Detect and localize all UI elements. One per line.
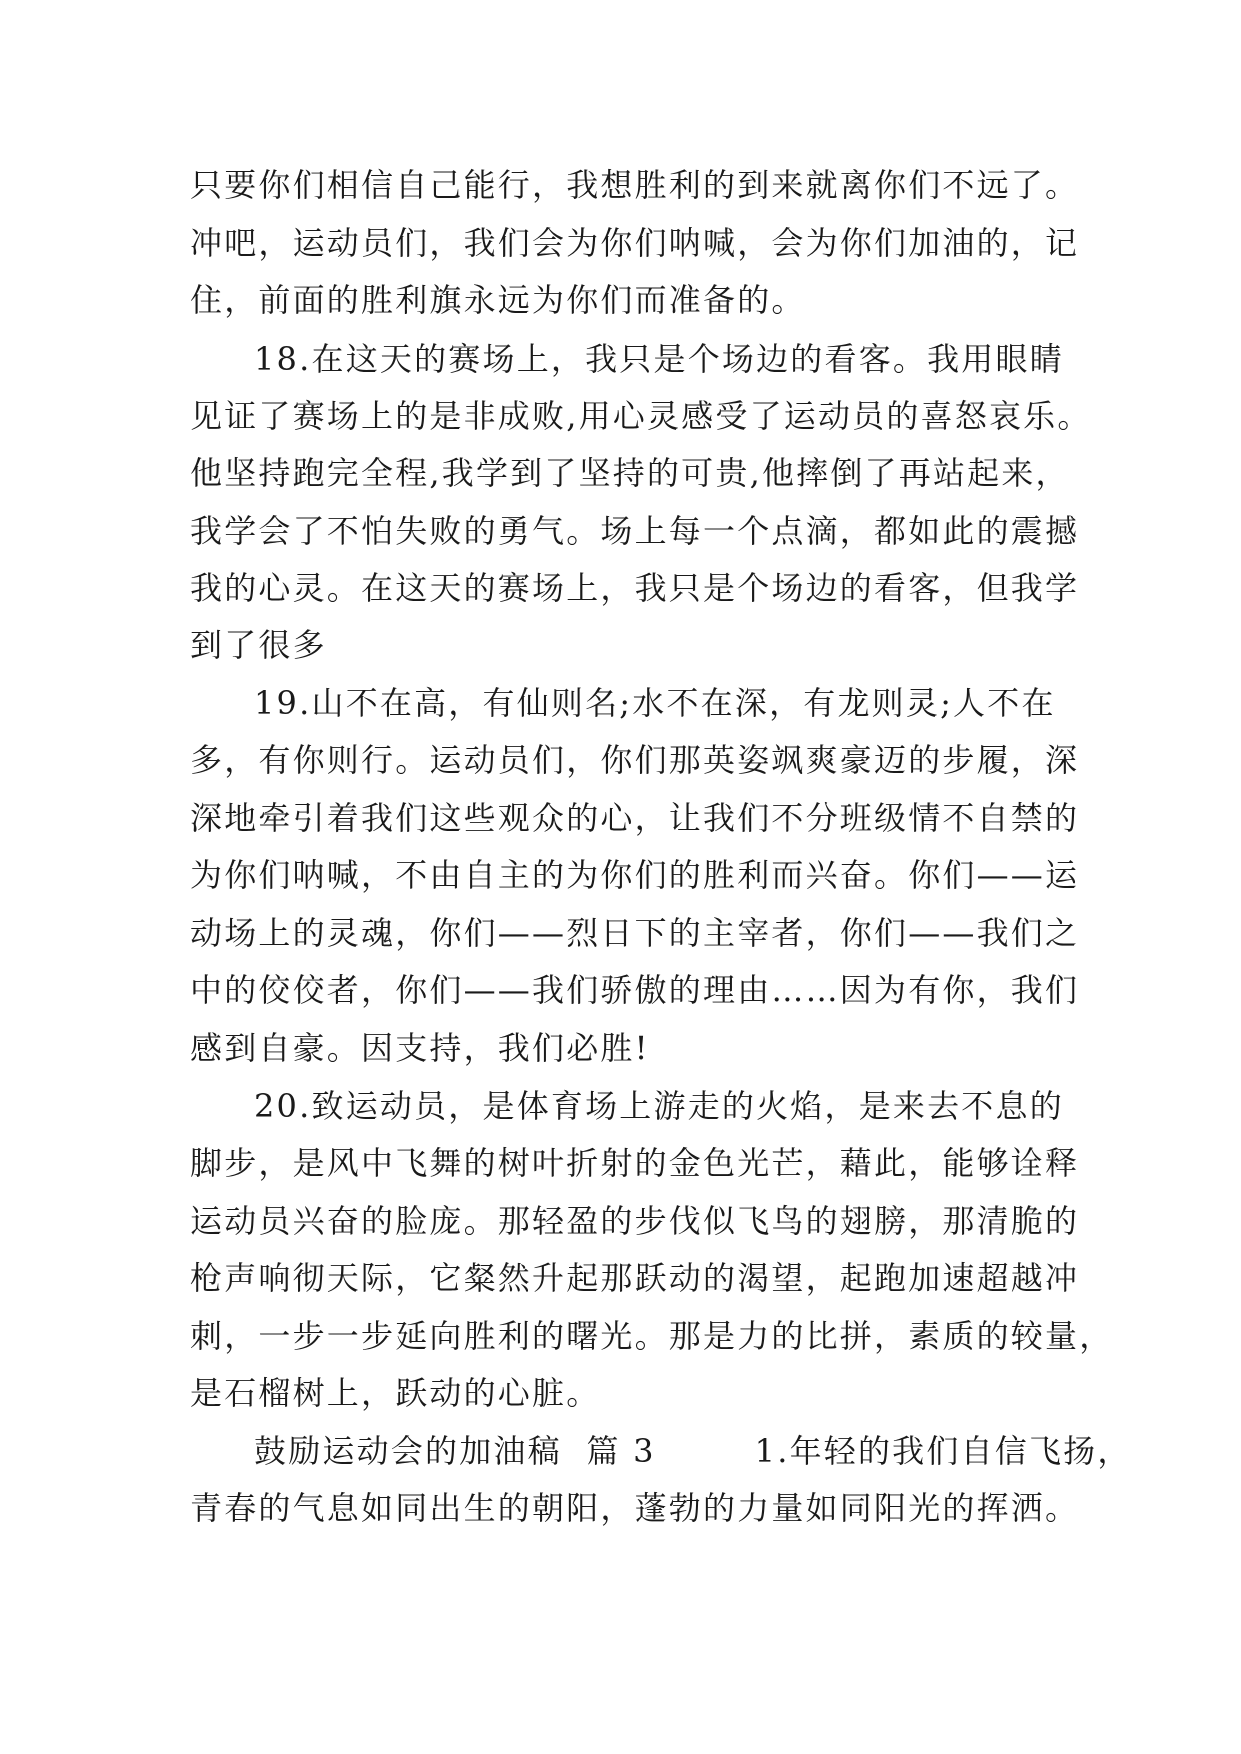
text-line: 多，有你则行。运动员们，你们那英姿飒爽豪迈的步履，深	[190, 741, 1080, 779]
text-line: 是石榴树上，跃动的心脏。	[190, 1374, 601, 1412]
paragraph-19-start: 19.山不在高，有仙则名;水不在深，有龙则灵;人不在	[254, 684, 1056, 722]
paragraph-18-start: 18.在这天的赛场上，我只是个场边的看客。我用眼睛	[254, 340, 1064, 378]
text-line: 感到自豪。因支持，我们必胜!	[190, 1029, 650, 1067]
text-line: 脚步，是风中飞舞的树叶折射的金色光芒，藉此，能够诠释	[190, 1144, 1080, 1182]
text-line: 他坚持跑完全程,我学到了坚持的可贵,他摔倒了再站起来，	[190, 454, 1070, 492]
text-line: 刺，一步一步延向胜利的曙光。那是力的比拼，素质的较量，	[190, 1317, 1114, 1355]
text-line: 住，前面的胜利旗永远为你们而准备的。	[190, 281, 806, 319]
text-line: 为你们呐喊，不由自主的为你们的胜利而兴奋。你们——运	[190, 856, 1080, 894]
text-line: 青春的气息如同出生的朝阳，蓬勃的力量如同阳光的挥洒。	[190, 1489, 1080, 1527]
text-line: 我学会了不怕失败的勇气。场上每一个点滴，都如此的震撼	[190, 512, 1080, 550]
text-line: 动场上的灵魂，你们——烈日下的主宰者，你们——我们之	[190, 914, 1080, 952]
text-line: 到了很多	[190, 626, 327, 664]
paragraph-20-start: 20.致运动员，是体育场上游走的火焰，是来去不息的	[254, 1087, 1064, 1125]
text-line: 运动员兴奋的脸庞。那轻盈的步伐似飞鸟的翅膀，那清脆的	[190, 1202, 1080, 1240]
text-line: 枪声响彻天际，它粲然升起那跃动的渴望，起跑加速超越冲	[190, 1259, 1080, 1297]
text-line: 深地牵引着我们这些观众的心，让我们不分班级情不自禁的	[190, 799, 1080, 837]
text-line: 见证了赛场上的是非成败,用心灵感受了运动员的喜怒哀乐。	[190, 397, 1092, 435]
section-heading-line: 鼓励运动会的加油稿 篇 3 1.年轻的我们自信飞扬，	[254, 1432, 1132, 1470]
text-line: 中的佼佼者，你们——我们骄傲的理由……因为有你，我们	[190, 971, 1080, 1009]
text-line: 冲吧，运动员们，我们会为你们呐喊，会为你们加油的，记	[190, 224, 1080, 262]
text-line: 只要你们相信自己能行，我想胜利的到来就离你们不远了。	[190, 166, 1080, 204]
text-line: 我的心灵。在这天的赛场上，我只是个场边的看客，但我学	[190, 569, 1080, 607]
